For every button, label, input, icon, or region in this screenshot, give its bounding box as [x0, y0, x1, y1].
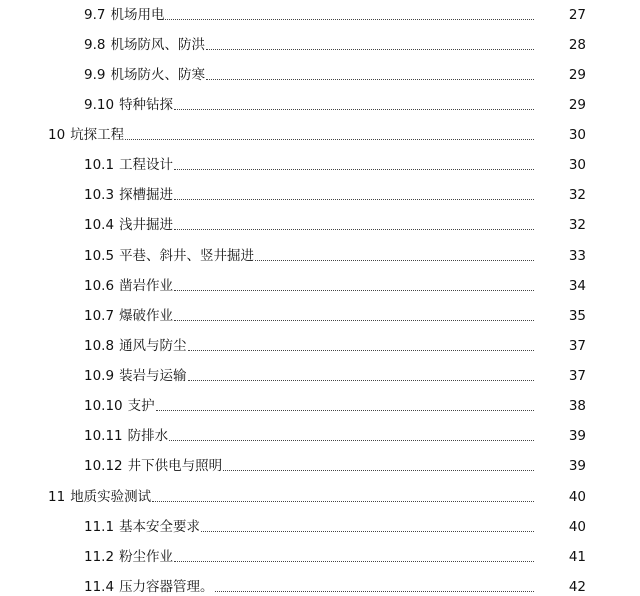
toc-entry-page: 39 — [568, 428, 586, 444]
toc-dot-leader — [188, 380, 534, 381]
toc-dot-leader — [206, 49, 534, 50]
toc-dot-leader — [174, 561, 534, 562]
toc-entry-title: 坑探工程 — [70, 127, 125, 143]
toc-entry-number: 11.1 — [84, 519, 115, 535]
toc-dot-leader — [174, 290, 534, 291]
toc-dot-leader — [156, 410, 534, 411]
toc-entry-page: 30 — [568, 127, 586, 143]
toc-entry-title: 压力容器管理。 — [119, 579, 214, 595]
toc-dot-leader — [174, 229, 534, 230]
toc-entry-number: 10.12 — [84, 458, 123, 474]
toc-entry[interactable] — [0, 572, 640, 596]
toc-entry-title: 支护 — [127, 398, 155, 414]
toc-entry-title: 机场用电 — [110, 7, 165, 23]
toc-dot-leader — [152, 501, 534, 502]
toc-dot-leader — [255, 260, 534, 261]
toc-entry[interactable] — [0, 451, 640, 475]
toc-entry[interactable] — [0, 30, 640, 54]
toc-entry-title: 工程设计 — [119, 157, 174, 173]
toc-entry-title: 浅井掘进 — [119, 217, 174, 233]
toc-entry-title: 井下供电与照明 — [127, 458, 223, 474]
toc-entry[interactable] — [0, 542, 640, 566]
toc-entry[interactable] — [0, 150, 640, 174]
toc-entry[interactable] — [0, 90, 640, 114]
toc-entry[interactable] — [0, 60, 640, 84]
toc-entry-title: 基本安全要求 — [119, 519, 201, 535]
toc-entry[interactable] — [0, 271, 640, 295]
toc-entry[interactable] — [0, 241, 640, 265]
toc-entry-page: 35 — [568, 308, 586, 324]
toc-dot-leader — [206, 79, 534, 80]
toc-dot-leader — [174, 169, 534, 170]
toc-entry-title: 地质实验测试 — [70, 489, 152, 505]
toc-entry-number: 10.1 — [84, 157, 115, 173]
toc-dot-leader — [223, 470, 534, 471]
toc-entry[interactable] — [0, 301, 640, 325]
toc-entry-page: 34 — [568, 278, 586, 294]
toc-entry-number: 11 — [48, 489, 66, 505]
toc-entry-page: 39 — [568, 458, 586, 474]
toc-entry[interactable] — [0, 421, 640, 445]
toc-dot-leader — [174, 320, 534, 321]
toc-entry-number: 9.9 — [84, 67, 106, 83]
toc-dot-leader — [174, 109, 534, 110]
toc-entry-number: 10.8 — [84, 338, 115, 354]
toc-entry-page: 30 — [568, 157, 586, 173]
toc-entry-page: 40 — [568, 519, 586, 535]
toc-entry-page: 40 — [568, 489, 586, 505]
toc-entry[interactable] — [0, 210, 640, 234]
toc-entry-number: 10.7 — [84, 308, 115, 324]
toc-entry-number: 10.4 — [84, 217, 115, 233]
toc-entry-page: 27 — [568, 7, 586, 23]
toc-entry[interactable] — [0, 391, 640, 415]
toc-entry-title: 特种钻探 — [119, 97, 174, 113]
toc-entry-number: 11.2 — [84, 549, 115, 565]
toc-entry-number: 9.7 — [84, 7, 106, 23]
toc-entry-title: 粉尘作业 — [119, 549, 174, 565]
toc-dot-leader — [125, 139, 534, 140]
toc-entry-page: 29 — [568, 67, 586, 83]
toc-entry-title: 机场防火、防寒 — [110, 67, 205, 83]
toc-entry-number: 10.9 — [84, 368, 115, 384]
toc-entry-title: 机场防风、防洪 — [110, 37, 205, 53]
toc-entry-number: 11.4 — [84, 579, 115, 595]
toc-entry-number: 10.3 — [84, 187, 115, 203]
toc-entry-title: 防排水 — [127, 428, 169, 444]
toc-entry-page: 37 — [568, 338, 586, 354]
toc-entry-page: 33 — [568, 248, 586, 264]
toc-entry-page: 38 — [568, 398, 586, 414]
toc-entry-page: 32 — [568, 187, 586, 203]
toc-entry-page: 37 — [568, 368, 586, 384]
toc-dot-leader — [174, 199, 534, 200]
toc-entry-number: 10.6 — [84, 278, 115, 294]
toc-chapter-entry[interactable] — [0, 120, 640, 144]
toc-entry-number: 10 — [48, 127, 66, 143]
toc-entry-page: 32 — [568, 217, 586, 233]
toc-entry-page: 41 — [568, 549, 586, 565]
toc-entry-page: 29 — [568, 97, 586, 113]
toc-entry-title: 凿岩作业 — [119, 278, 174, 294]
toc-dot-leader — [165, 19, 534, 20]
toc-entry[interactable] — [0, 180, 640, 204]
toc-entry[interactable] — [0, 361, 640, 385]
toc-entry-number: 9.8 — [84, 37, 106, 53]
toc-dot-leader — [169, 440, 534, 441]
toc-dot-leader — [201, 531, 534, 532]
toc-entry-title: 通风与防尘 — [119, 338, 187, 354]
toc-entry-title: 探槽掘进 — [119, 187, 174, 203]
toc-entry[interactable] — [0, 0, 640, 24]
toc-chapter-entry[interactable] — [0, 482, 640, 506]
toc-entry-page: 28 — [568, 37, 586, 53]
toc-entry[interactable] — [0, 331, 640, 355]
toc-entry-title: 装岩与运输 — [119, 368, 187, 384]
toc-entry-page: 42 — [568, 579, 586, 595]
toc-entry-number: 9.10 — [84, 97, 115, 113]
toc-entry-number: 10.5 — [84, 248, 115, 264]
toc-entry-title: 平巷、斜井、竖井掘进 — [119, 248, 255, 264]
toc-entry-title: 爆破作业 — [119, 308, 174, 324]
toc-entry[interactable] — [0, 512, 640, 536]
toc-entry-number: 10.10 — [84, 398, 123, 414]
toc-dot-leader — [188, 350, 534, 351]
toc-dot-leader — [215, 591, 534, 592]
toc-entry-number: 10.11 — [84, 428, 123, 444]
